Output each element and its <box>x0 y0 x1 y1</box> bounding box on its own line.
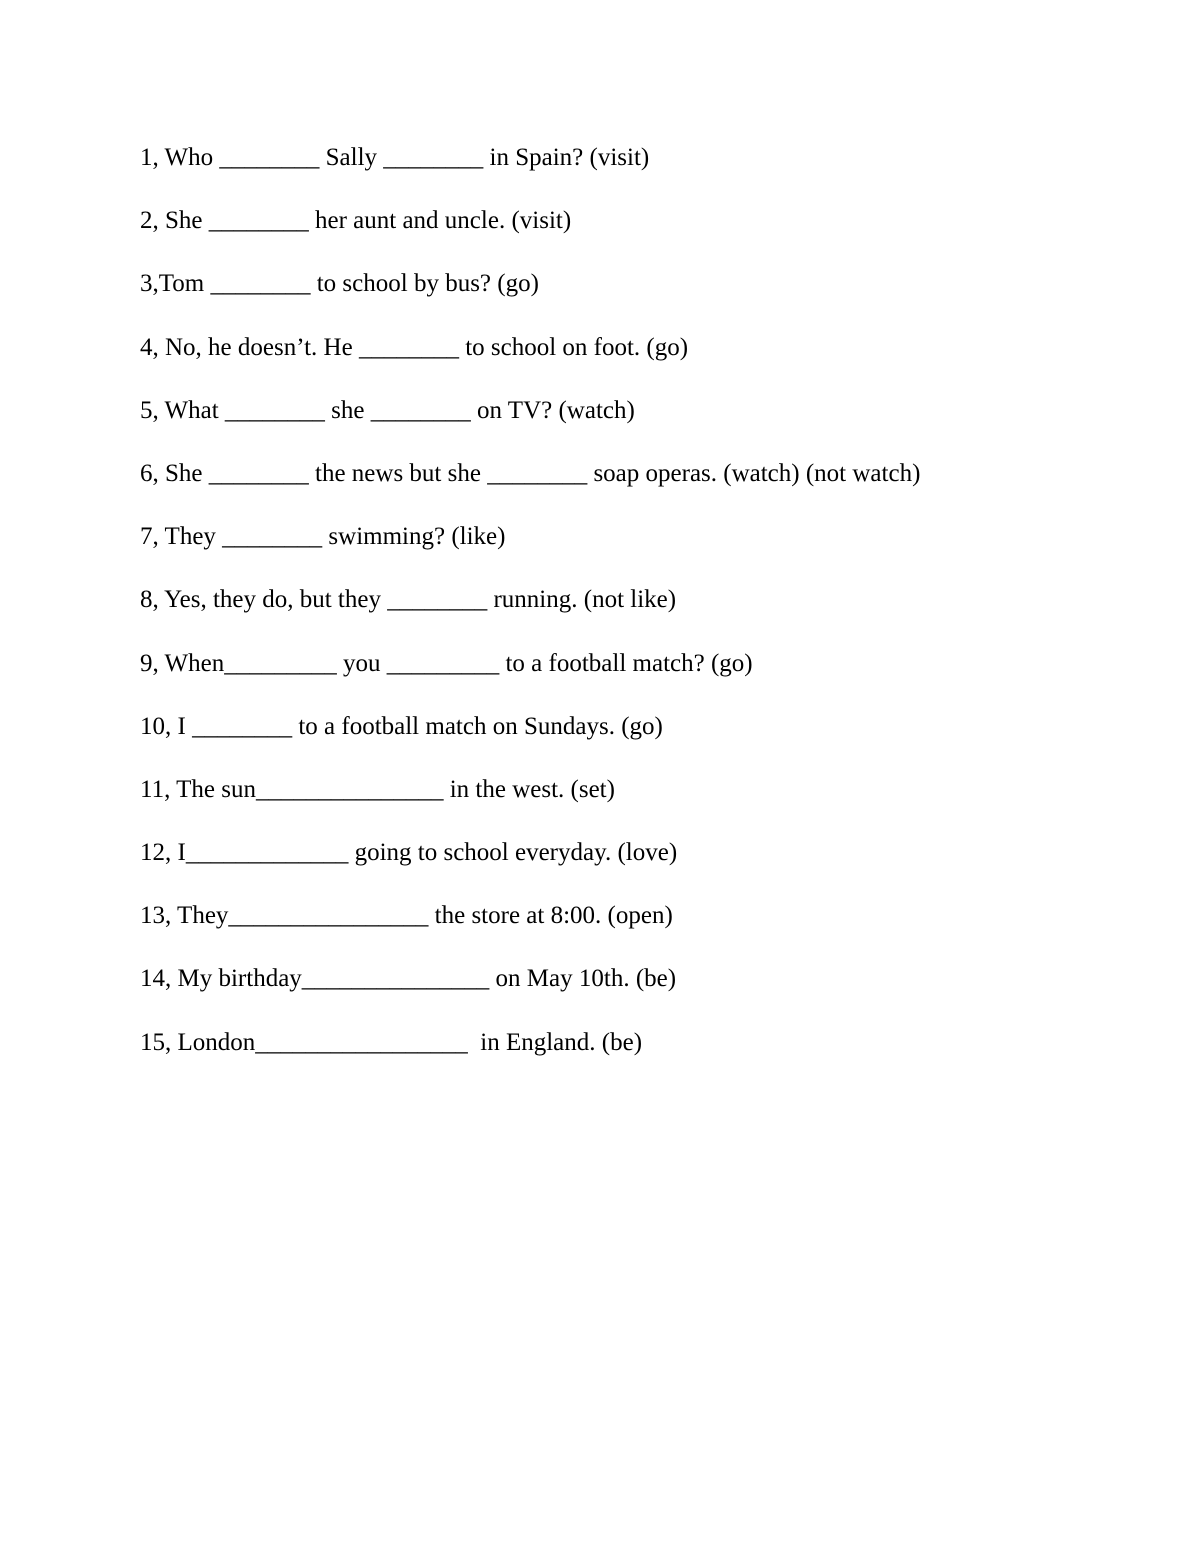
exercise-item-15: 15, London_________________ in England. (be) <box>140 1028 643 1056</box>
exercise-item-9: 9, When_________ you _________ to a football match? (go) <box>140 649 753 677</box>
exercise-item-8: 8, Yes, they do, but they ________ running. (not like) <box>140 586 677 614</box>
exercise-item-13: 13, They________________ the store at 8:00. (open) <box>140 902 673 930</box>
exercise-item-10: 10, I ________ to a football match on Sundays. (go) <box>140 712 663 740</box>
exercise-item-1: 1, Who ________ Sally ________ in Spain? (visit) <box>140 144 650 171</box>
exercise-item-11: 11, The sun_______________ in the west. (set) <box>140 775 615 803</box>
exercise-item-2: 2, She ________ her aunt and uncle. (visit) <box>140 207 572 235</box>
exercise-item-4: 4, No, he doesn’t. He ________ to school on foot. (go) <box>140 333 689 361</box>
exercise-list <box>140 139 1140 1087</box>
exercise-item-6: 6, She ________ the news but she ________ soap operas. (watch) (not watch) <box>140 459 921 487</box>
exercise-item-14: 14, My birthday_______________ on May 10th. (be) <box>140 965 677 993</box>
exercise-item-12: 12, I_____________ going to school everyday. (love) <box>140 839 678 867</box>
exercise-item-7: 7, They ________ swimming? (like) <box>140 523 506 551</box>
exercise-item-3: 3,Tom ________ to school by bus? (go) <box>140 270 539 298</box>
exercise-item-5: 5, What ________ she ________ on TV? (watch) <box>140 396 635 424</box>
